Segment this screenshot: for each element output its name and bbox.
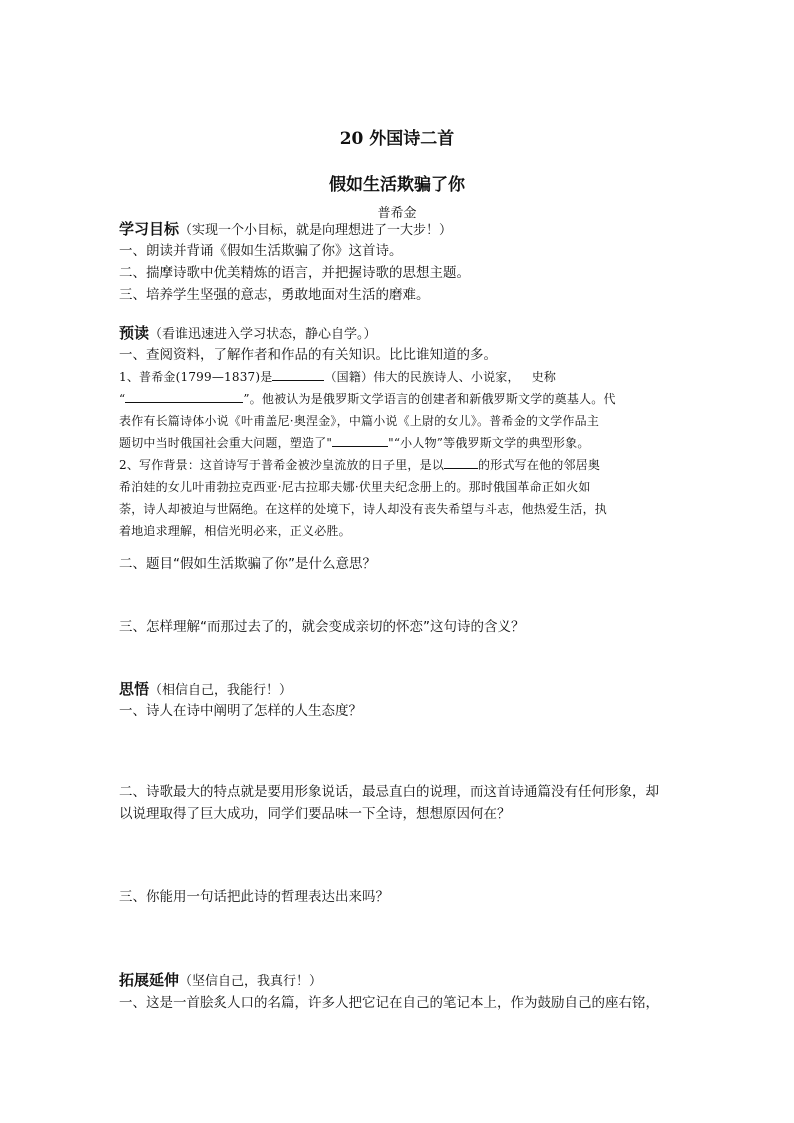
goal-item: 三、培养学生坚强的意志，勇敢地面对生活的磨难。 [119,287,430,303]
character-type-blank[interactable] [332,434,388,447]
extend-note: （坚信自己，我真行！） [179,974,323,989]
extend-question-1: 一、这是一首脍炙人口的名篇，许多人把它记在自己的笔记本上，作为鼓励自己的座右铭， [119,995,659,1011]
author-name: 普希金 [377,206,417,221]
goals-heading-line [119,220,452,240]
reflect-question-1: 一、诗人在诗中阐明了怎样的人生态度？ [119,703,362,719]
preview-question-3: 三、怎样理解“而那过去了的，就会变成亲切的怀恋”这句诗的含义？ [119,619,525,635]
goal-item: 一、朗读并背诵《假如生活欺骗了你》这首诗。 [119,243,403,259]
preview-heading-line [119,324,377,344]
form-blank[interactable] [444,456,478,469]
nationality-blank[interactable] [272,368,324,381]
reflect-question-2-line-2: 以说理取得了巨大成功，同学们要品味一下全诗，想想原因何在？ [119,806,511,822]
background-line-2: 希泊娃的女儿叶甫勃拉克西亚·尼古拉耶夫娜·伏里夫纪念册上的。那时俄国革命正如火如 [119,480,591,494]
reflect-note: （相信自己，我能行！） [149,683,293,698]
goal-item: 二、揣摩诗歌中优美精炼的语言，并把握诗歌的思想主题。 [119,265,470,281]
reflect-heading: 思悟 [119,680,150,698]
author-info-line-2: “ ”。他被认为是俄罗斯文学语言的创建者和新俄罗斯文学的奠基人。代 [119,392,616,406]
preview-heading: 预读 [119,324,150,342]
background-line-1: 2、写作背景：这首诗写于普希金被沙皇流放的日子里，是以 的形式写在他的邻居奥 [119,458,601,472]
author-info-line-3: 表作有长篇诗体小说《叶甫盖尼·奥涅金》，中篇小说《上尉的女儿》。普希金的文学作品主 [119,414,600,428]
background-line-3: 荼，诗人却被迫与世隔绝。在这样的处境下，诗人却没有丧失希望与斗志，他热爱生活，执 [119,502,608,516]
goals-note: （实现一个小目标，就是向理想进了一大步！） [179,223,453,238]
extend-heading-line [119,971,322,991]
background-line-4: 着地追求理解，相信光明必来，正义必胜。 [119,524,351,538]
reflect-heading-line [119,680,292,700]
extend-heading: 拓展延伸 [119,971,180,989]
preview-note: （看谁迅速进入学习状态，静心自学。） [149,327,377,342]
goals-heading: 学习目标 [119,220,180,238]
author-info-line-1: 1、普希金(1799—1837)是 （国籍）伟大的民族诗人、小说家， 史称 [119,370,557,384]
preview-question-2: 二、题目“假如生活欺骗了你”是什么意思？ [119,556,376,572]
poem-title: 假如生活欺骗了你 [329,175,465,195]
reflect-question-2-line-1: 二、诗歌最大的特点就是要用形象说话，最忌直白的说理，而这首诗通篇没有任何形象，却 [119,784,659,800]
reflect-question-3: 三、你能用一句话把此诗的哲理表达出来吗？ [119,889,389,905]
preview-question-1: 一、查阅资料，了解作者和作品的有关知识。比比谁知道的多。 [119,347,497,363]
author-info-line-4: 题切中当时俄国社会重大问题，塑造了" "“小人物”等俄罗斯文学的典型形象。 [119,436,590,450]
lesson-heading: 20 外国诗二首 [339,129,455,149]
title-blank[interactable] [125,390,243,403]
